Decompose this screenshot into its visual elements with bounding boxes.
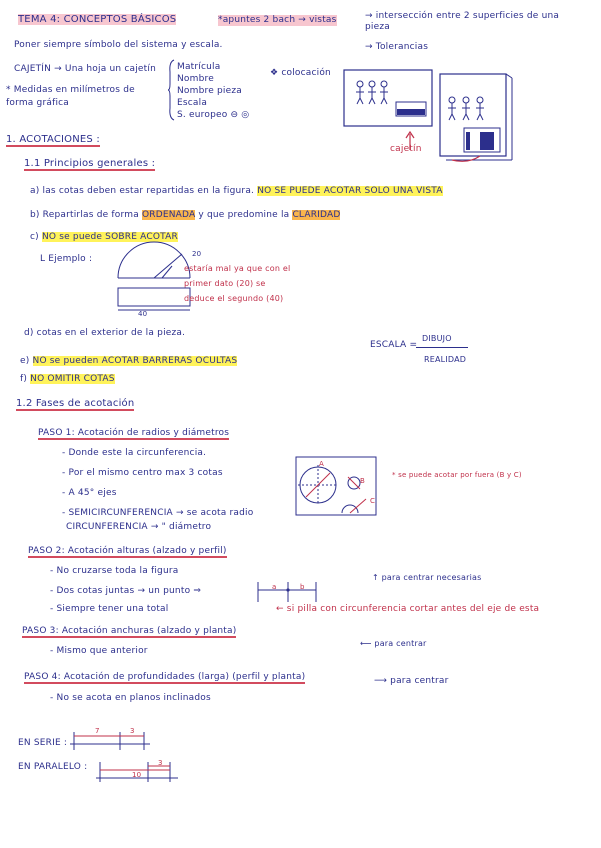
paso2-title bbox=[28, 546, 227, 557]
rule-a-text: a) las cotas deben estar repartidas en la figura. bbox=[30, 186, 255, 196]
serie-dim-3: 3 bbox=[130, 727, 135, 735]
dim-b: b bbox=[300, 583, 305, 591]
circle-label-a: A bbox=[319, 460, 324, 468]
cajetin-item-3: Escala bbox=[177, 98, 208, 108]
example-dim-40: 40 bbox=[138, 310, 148, 318]
escala-num: DIBUJO bbox=[422, 334, 452, 343]
en-serie-label: EN SERIE : bbox=[18, 738, 68, 748]
rule-f bbox=[20, 374, 115, 385]
paso1-item-4: CIRCUNFERENCIA → " diámetro bbox=[66, 522, 212, 532]
escala-fraction-bar bbox=[416, 347, 468, 348]
paso3-text: PASO 3: Acotación anchuras (alzado y planta) bbox=[22, 626, 237, 636]
paso2-side-text: para centrar necesarias bbox=[381, 573, 482, 582]
en-paralelo-label: EN PARALELO : bbox=[18, 762, 88, 772]
rule-b bbox=[30, 210, 340, 221]
circle-label-c: C bbox=[370, 497, 376, 505]
paso4-title bbox=[24, 672, 305, 683]
rule-b-highlight-claridad: CLARIDAD bbox=[292, 210, 341, 220]
example-dim-20: 20 bbox=[192, 250, 202, 258]
paso1-item-1: - Por el mismo centro max 3 cotas bbox=[62, 468, 223, 478]
poner-line: Poner siempre símbolo del sistema y escala. bbox=[14, 40, 223, 50]
paralelo-dim-3: 3 bbox=[158, 759, 163, 767]
serie-drawing bbox=[70, 728, 170, 752]
paso3-side: ⟵ para centrar bbox=[360, 639, 427, 648]
cajetin-item-1: Nombre bbox=[177, 74, 214, 84]
ejemplo-label: L Ejemplo : bbox=[40, 254, 93, 264]
dim-ab-drawing bbox=[254, 580, 324, 604]
rule-c-highlight: NO se puede SOBRE ACOTAR bbox=[41, 232, 178, 242]
cajetin-item-4: S. europeo ⊖ ◎ bbox=[177, 110, 250, 120]
paso4-item-0: - No se acota en planos inclinados bbox=[50, 693, 211, 703]
colocacion-text: colocación bbox=[281, 68, 331, 78]
rule-c bbox=[30, 232, 178, 243]
escala-label: ESCALA = bbox=[370, 340, 418, 350]
paso1-note: * se puede acotar por fuera (B y C) bbox=[392, 471, 522, 479]
rule-b-highlight-ordenada: ORDENADA bbox=[141, 210, 196, 220]
cajetin-sketch bbox=[340, 60, 600, 170]
medidas-note: * Medidas en milímetros de forma gráfica bbox=[6, 85, 135, 108]
paso2-note-red: ← si pilla con circunferencia cortar antes del eje de esta bbox=[276, 604, 540, 614]
paso1-item-0: - Donde este la circunferencia. bbox=[62, 448, 207, 458]
paso3-item-0: - Mismo que anterior bbox=[50, 646, 148, 656]
rule-c-label: c) bbox=[30, 232, 39, 242]
cajetin-item-2: Nombre pieza bbox=[177, 86, 243, 96]
paso4-side-text: para centrar bbox=[390, 676, 449, 686]
paso2-side: ↑ para centrar necesarias bbox=[372, 573, 482, 582]
paso4-text: PASO 4: Acotación de profundidades (larga) (perfil y planta) bbox=[24, 672, 306, 682]
rule-e bbox=[20, 356, 237, 367]
topic-title-text: TEMA 4: CONCEPTOS BÁSICOS bbox=[18, 14, 177, 25]
paso3-side-text: para centrar bbox=[374, 639, 427, 648]
interseccion-note: → intersección entre 2 superficies de una pieza bbox=[365, 11, 560, 32]
paso2-item-0: - No cruzarse toda la figura bbox=[50, 566, 179, 576]
paso2-item-2: - Siempre tener una total bbox=[50, 604, 169, 614]
paso1-item-3: - SEMICIRCUNFERENCIA → se acota radio bbox=[62, 508, 254, 518]
escala-den: REALIDAD bbox=[424, 355, 467, 364]
serie-dim-7: 7 bbox=[95, 727, 100, 735]
acotaciones-title: 1. ACOTACIONES : bbox=[6, 134, 100, 145]
topic-title bbox=[18, 14, 176, 26]
colocacion-label: ❖ colocación bbox=[270, 68, 331, 78]
example-note-1: primer dato (20) se bbox=[184, 279, 266, 288]
rule-a-highlight: NO SE PUEDE ACOTAR SOLO UNA VISTA bbox=[257, 186, 443, 196]
paso2-text: PASO 2: Acotación alturas (alzado y perfil) bbox=[28, 546, 227, 556]
rule-e-highlight: NO se pueden ACOTAR BARRERAS OCULTAS bbox=[32, 356, 238, 366]
circle-label-b: B bbox=[360, 477, 366, 485]
dim-a: a bbox=[272, 583, 277, 591]
rule-e-label: e) bbox=[20, 356, 30, 366]
paso2-item-1: - Dos cotas juntas → un punto ⇒ bbox=[50, 586, 202, 596]
circle-drawing bbox=[294, 455, 394, 519]
escala-formula bbox=[370, 340, 417, 351]
apuntes-note: *apuntes 2 bach → vistas bbox=[218, 15, 337, 25]
rule-b-text: b) Repartirlas de forma bbox=[30, 210, 139, 220]
cajetin-line: CAJETÍN → Una hoja un cajetín bbox=[14, 64, 156, 74]
cajetin-label: cajetín bbox=[390, 144, 422, 154]
rule-d: d) cotas en el exterior de la pieza. bbox=[24, 328, 186, 338]
rule-f-highlight: NO OMITIR COTAS bbox=[30, 374, 115, 384]
cajetin-item-0: Matrícula bbox=[177, 62, 221, 72]
paso1-text: PASO 1: Acotación de radios y diámetros bbox=[38, 428, 230, 438]
paralelo-dim-10: 10 bbox=[132, 771, 142, 779]
paso4-side: ⟶ para centrar bbox=[374, 676, 449, 686]
example-note-2: deduce el segundo (40) bbox=[184, 294, 284, 303]
paso1-item-2: - A 45° ejes bbox=[62, 488, 117, 498]
rule-b-mid: y que predomine la bbox=[198, 210, 290, 220]
principios-title: 1.1 Principios generales : bbox=[24, 158, 156, 169]
example-note-0: estaría mal ya que con el bbox=[184, 264, 291, 273]
paso1-title bbox=[38, 428, 229, 439]
rule-a bbox=[30, 186, 443, 197]
paso3-title bbox=[22, 626, 236, 637]
rule-f-label: f) bbox=[20, 374, 28, 384]
fases-title: 1.2 Fases de acotación bbox=[16, 398, 135, 409]
tolerancias-note: → Tolerancias bbox=[365, 42, 429, 52]
